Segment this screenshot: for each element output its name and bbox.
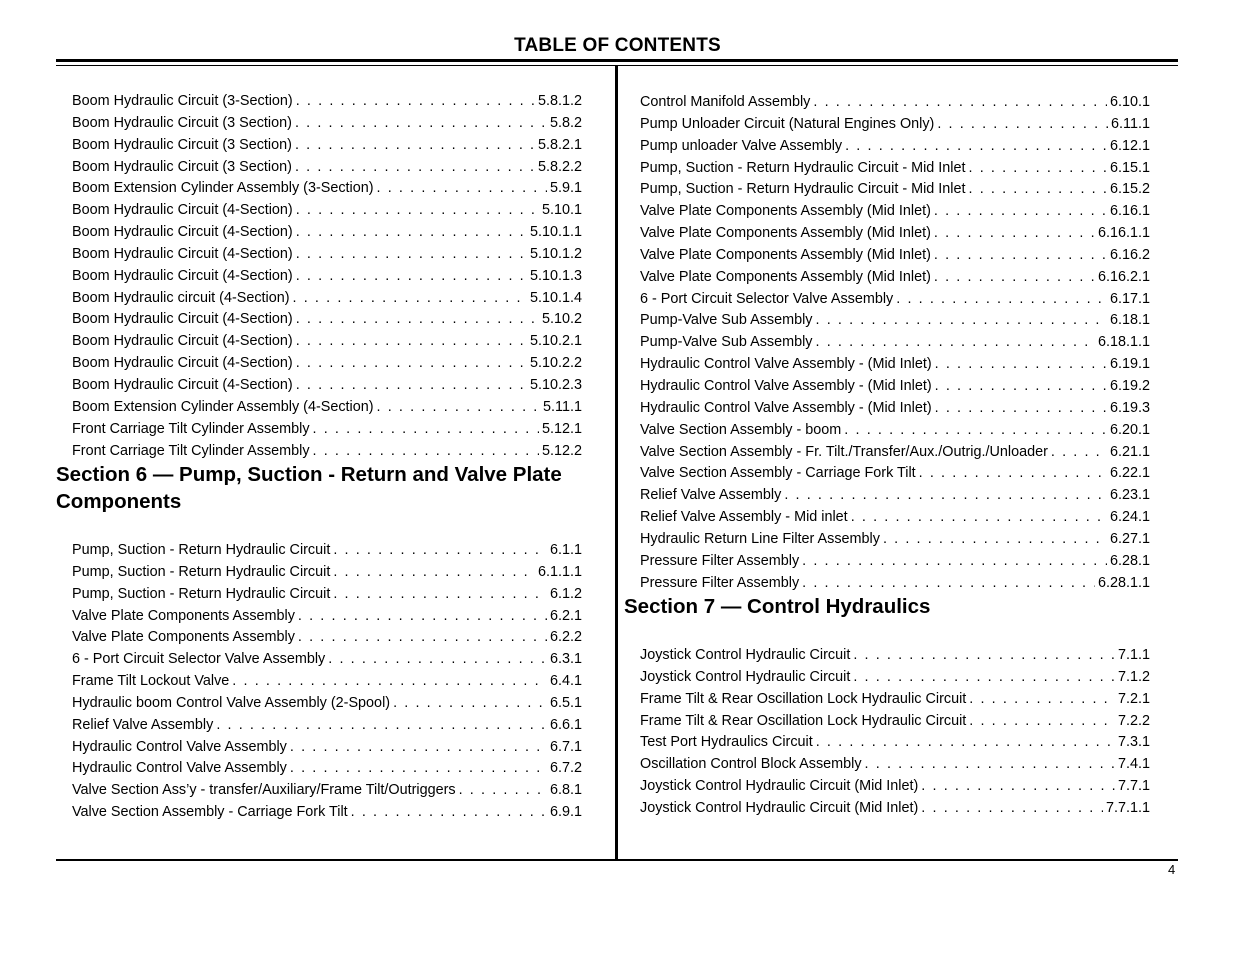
toc-leader-dots [351,802,547,824]
toc-entry[interactable] [72,540,582,562]
toc-leader-dots [845,136,1107,158]
toc-entry-page: 6.28.1.1 [1097,574,1150,591]
toc-entry-title: Frame Tilt & Rear Oscillation Lock Hydraulic Circuit [640,690,967,707]
toc-entry-title: Pump, Suction - Return Hydraulic Circuit [72,585,331,602]
toc-leader-dots [934,201,1107,223]
toc-entry-page: 6.9.1 [549,804,582,821]
toc-entry[interactable] [72,693,582,715]
toc-entry[interactable] [640,645,1150,667]
toc-entry-page: 6.1.1 [549,542,582,558]
toc-leader-dots [313,441,539,463]
toc-leader-dots [921,798,1103,820]
toc-entry[interactable] [72,266,582,288]
toc-entry[interactable] [640,667,1150,689]
toc-entry-title: Pump unloader Valve Assembly [640,137,843,154]
toc-entry[interactable] [640,551,1150,573]
toc-entry-page: 6.22.1 [1109,465,1150,482]
toc-entry[interactable] [72,780,582,802]
toc-entry-page: 5.10.1.2 [529,245,582,262]
toc-entry-title: Boom Hydraulic Circuit (4-Section) [72,224,293,241]
toc-entry-title: Valve Section Assembly - boom [640,421,842,438]
toc-entry[interactable] [72,562,582,584]
toc-entry-title: Joystick Control Hydraulic Circuit [640,647,851,663]
toc-entry[interactable] [72,671,582,693]
toc-entry-title: Hydraulic Return Line Filter Assembly [640,530,880,547]
toc-list-left-top [72,91,582,462]
toc-entry[interactable] [640,158,1150,180]
toc-leader-dots [295,157,535,179]
toc-leader-dots [295,135,535,157]
toc-entry-title: Hydraulic Control Valve Assembly - (Mid Inlet) [640,399,932,416]
toc-entry-title: Pump, Suction - Return Hydraulic Circuit - Mid Inlet [640,159,966,176]
toc-entry[interactable] [640,201,1150,223]
toc-leader-dots [883,529,1107,551]
toc-leader-dots [969,179,1107,201]
toc-list-section-7 [640,645,1150,820]
toc-entry-title: Valve Section Assembly - Fr. Tilt./Transfer/Aux./Outrig./Unloader [640,443,1048,460]
toc-leader-dots [816,332,1095,354]
toc-entry-title: Boom Hydraulic Circuit (3 Section) [72,136,292,153]
toc-leader-dots [333,540,547,562]
toc-leader-dots [296,266,527,288]
toc-entry-title: Valve Plate Components Assembly [72,607,295,624]
toc-entry[interactable] [640,711,1150,733]
toc-leader-dots [459,780,547,802]
toc-entry-page: 6.20.1 [1109,421,1150,438]
toc-leader-dots [296,244,527,266]
toc-entry-page: 5.10.1 [541,202,582,219]
toc-leader-dots [969,711,1115,733]
toc-leader-dots [295,113,547,135]
toc-leader-dots [296,309,539,331]
toc-leader-dots [969,158,1107,180]
toc-entry[interactable] [640,689,1150,711]
toc-entry-page: 6.6.1 [549,716,582,733]
toc-entry-page: 6.2.1 [549,607,582,624]
toc-entry[interactable] [640,289,1150,311]
toc-leader-dots [296,200,539,222]
toc-entry-page: 6.1.1.1 [537,563,582,580]
toc-entry-page: 6.17.1 [1109,290,1150,307]
toc-entry[interactable] [640,798,1150,820]
toc-entry[interactable] [72,606,582,628]
toc-entry[interactable] [72,288,582,310]
toc-list-section-6 [72,540,582,824]
toc-entry-page: 7.1.1 [1117,647,1150,663]
toc-entry[interactable] [72,584,582,606]
toc-leader-dots [298,627,547,649]
toc-entry[interactable] [640,310,1150,332]
toc-entry-page: 6.28.1 [1109,552,1150,569]
toc-entry-page: 7.1.2 [1117,668,1150,685]
toc-leader-dots [853,645,1115,667]
toc-entry-page: 6.4.1 [549,673,582,690]
toc-entry-title: Boom Hydraulic Circuit (4-Section) [72,245,293,262]
toc-entry[interactable] [640,114,1150,136]
toc-entry-page: 5.12.2 [541,442,582,459]
toc-entry[interactable] [72,419,582,441]
toc-entry-page: 6.11.1 [1111,115,1150,132]
toc-leader-dots [802,573,1095,595]
toc-entry[interactable] [72,200,582,222]
toc-entry[interactable] [72,178,582,200]
toc-entry-title: Hydraulic Control Valve Assembly [72,760,287,777]
toc-entry[interactable] [640,376,1150,398]
toc-entry-title: Relief Valve Assembly [640,487,782,504]
toc-entry-page: 6.15.1 [1109,159,1150,176]
toc-entry[interactable] [640,463,1150,485]
toc-entry-page: 6.2.2 [549,629,582,646]
toc-entry[interactable] [640,573,1150,595]
toc-entry-page: 5.8.2.2 [537,158,582,175]
toc-entry-page: 6.19.1 [1109,356,1150,373]
toc-entry-title: Valve Plate Components Assembly [72,629,295,646]
toc-entry[interactable] [72,222,582,244]
toc-entry-title: 6 - Port Circuit Selector Valve Assembly [72,651,326,668]
toc-leader-dots [313,419,539,441]
toc-entry[interactable] [640,354,1150,376]
toc-entry-page: 5.10.2.3 [529,376,582,393]
toc-leader-dots [816,732,1115,754]
page-number: 4 [1168,862,1176,877]
toc-leader-dots [232,671,547,693]
toc-entry[interactable] [72,737,582,759]
toc-leader-dots [377,397,541,419]
toc-list-right-top [640,92,1150,594]
toc-entry[interactable] [72,627,582,649]
toc-entry[interactable] [72,649,582,671]
toc-entry-page: 5.8.2 [549,114,582,131]
toc-entry-title: Front Carriage Tilt Cylinder Assembly [72,420,310,437]
toc-entry-title: Valve Plate Components Assembly (Mid Inlet) [640,246,931,263]
toc-entry[interactable] [640,420,1150,442]
toc-entry-title: 6 - Port Circuit Selector Valve Assembly [640,290,894,307]
toc-entry-title: Frame Tilt Lockout Valve [72,673,230,690]
toc-entry-title: Valve Section Ass’y - transfer/Auxiliary/Frame Tilt/Outriggers [72,782,456,799]
toc-entry-page: 6.16.1 [1109,203,1150,220]
toc-leader-dots [296,91,535,113]
toc-entry-page: 6.16.2.1 [1097,268,1150,285]
toc-entry-page: 6.18.1.1 [1097,334,1150,351]
toc-entry-page: 6.5.1 [549,694,582,711]
toc-leader-dots [377,178,547,200]
toc-leader-dots [935,376,1107,398]
toc-leader-dots [328,649,547,671]
toc-leader-dots [216,715,547,737]
toc-entry[interactable] [72,353,582,375]
toc-entry-page: 7.3.1 [1117,734,1150,751]
toc-leader-dots [969,689,1115,711]
toc-entry-title: Boom Hydraulic Circuit (3-Section) [72,93,293,109]
toc-entry[interactable] [72,91,582,113]
toc-entry-page: 6.3.1 [549,651,582,668]
section-7-heading: Section 7 — Control Hydraulics [624,595,931,618]
toc-entry-title: Joystick Control Hydraulic Circuit [640,668,851,685]
toc-leader-dots [896,289,1107,311]
toc-leader-dots [853,667,1115,689]
toc-leader-dots [934,245,1107,267]
toc-entry-page: 7.4.1 [1117,756,1150,773]
toc-entry[interactable] [640,442,1150,464]
toc-entry-page: 5.10.1.1 [529,224,582,241]
toc-entry-page: 6.16.1.1 [1097,225,1150,242]
toc-entry-page: 6.27.1 [1109,530,1150,547]
toc-leader-dots [935,398,1107,420]
toc-entry-page: 5.10.2.1 [529,333,582,350]
toc-leader-dots [290,737,547,759]
page-title: TABLE OF CONTENTS [514,35,721,56]
toc-entry-page: 6.10.1 [1109,94,1150,110]
toc-entry-title: Pump, Suction - Return Hydraulic Circuit [72,542,331,558]
toc-entry-page: 5.11.1 [543,398,582,415]
toc-entry-title: Valve Section Assembly - Carriage Fork Tilt [72,804,348,821]
toc-entry[interactable] [640,223,1150,245]
toc-leader-dots [844,420,1107,442]
toc-leader-dots [784,485,1107,507]
toc-entry-page: 6.18.1 [1109,312,1150,329]
toc-entry-title: Valve Plate Components Assembly (Mid Inlet) [640,225,931,242]
toc-entry[interactable] [640,92,1150,114]
toc-entry-title: Joystick Control Hydraulic Circuit (Mid Inlet) [640,799,919,816]
toc-entry-page: 5.12.1 [541,420,582,437]
toc-leader-dots [296,222,527,244]
toc-entry[interactable] [72,331,582,353]
toc-leader-dots [1051,442,1107,464]
header-rule [56,59,1178,62]
toc-entry-title: Oscillation Control Block Assembly [640,756,862,773]
toc-entry-page: 6.21.1 [1109,443,1150,460]
toc-entry[interactable] [72,113,582,135]
toc-entry-page: 7.2.1 [1117,690,1150,707]
toc-leader-dots [937,114,1108,136]
toc-entry-title: Pressure Filter Assembly [640,574,800,591]
toc-entry-title: Boom Hydraulic Circuit (3 Section) [72,158,292,175]
toc-entry[interactable] [72,375,582,397]
toc-entry-title: Control Manifold Assembly [640,94,811,110]
toc-entry[interactable] [640,485,1150,507]
toc-entry[interactable] [72,715,582,737]
toc-entry[interactable] [640,398,1150,420]
toc-entry-title: Pump, Suction - Return Hydraulic Circuit - Mid Inlet [640,181,966,198]
toc-entry-page: 7.2.2 [1117,712,1150,729]
toc-entry-title: Boom Hydraulic Circuit (3 Section) [72,114,292,131]
toc-entry[interactable] [640,507,1150,529]
toc-entry[interactable] [72,802,582,824]
toc-entry[interactable] [640,332,1150,354]
toc-entry[interactable] [640,529,1150,551]
toc-entry-title: Frame Tilt & Rear Oscillation Lock Hydraulic Circuit [640,712,967,729]
toc-entry-title: Pressure Filter Assembly [640,552,800,569]
toc-entry-page: 6.8.1 [549,782,582,799]
toc-entry[interactable] [72,758,582,780]
toc-entry-title: Pump, Suction - Return Hydraulic Circuit [72,563,331,580]
toc-entry-title: Boom Hydraulic Circuit (4-Section) [72,267,293,284]
toc-entry[interactable] [640,179,1150,201]
toc-entry-page: 6.19.2 [1109,377,1150,394]
toc-entry-title: Valve Plate Components Assembly (Mid Inlet) [640,203,931,220]
toc-entry-page: 6.24.1 [1109,509,1150,526]
toc-entry-page: 6.19.3 [1109,399,1150,416]
toc-entry-title: Test Port Hydraulics Circuit [640,734,813,751]
toc-entry-title: Hydraulic boom Control Valve Assembly (2-Spool) [72,694,391,711]
toc-leader-dots [296,353,527,375]
toc-entry[interactable] [640,776,1150,798]
toc-leader-dots [393,693,547,715]
toc-entry-title: Hydraulic Control Valve Assembly - (Mid Inlet) [640,356,932,373]
footer-rule [56,859,1178,861]
toc-entry[interactable] [72,244,582,266]
toc-leader-dots [293,288,527,310]
toc-entry-page: 7.7.1.1 [1105,799,1150,816]
toc-entry-title: Boom Hydraulic Circuit (4-Section) [72,202,293,219]
toc-entry-title: Front Carriage Tilt Cylinder Assembly [72,442,310,459]
toc-entry[interactable] [72,441,582,463]
toc-entry-title: Boom Hydraulic Circuit (4-Section) [72,311,293,328]
toc-leader-dots [919,463,1107,485]
toc-entry-page: 5.8.1.2 [537,93,582,109]
toc-entry-page: 5.10.2 [541,311,582,328]
toc-entry[interactable] [72,157,582,179]
toc-entry-title: Boom Hydraulic Circuit (4-Section) [72,376,293,393]
toc-entry-page: 6.16.2 [1109,246,1150,263]
toc-leader-dots [296,375,527,397]
toc-entry-page: 6.1.2 [549,585,582,602]
toc-entry-title: Relief Valve Assembly [72,716,214,733]
toc-entry-title: Boom Hydraulic Circuit (4-Section) [72,333,293,350]
toc-leader-dots [865,754,1115,776]
toc-leader-dots [934,267,1095,289]
toc-entry-title: Valve Plate Components Assembly (Mid Inlet) [640,268,931,285]
toc-entry-title: Boom Extension Cylinder Assembly (4-Section) [72,398,374,415]
toc-entry-title: Boom Extension Cylinder Assembly (3-Section) [72,180,374,197]
toc-entry-page: 6.7.2 [549,760,582,777]
toc-entry-page: 6.7.1 [549,738,582,755]
toc-leader-dots [298,606,547,628]
toc-entry-page: 6.23.1 [1109,487,1150,504]
toc-entry-title: Joystick Control Hydraulic Circuit (Mid Inlet) [640,778,919,795]
toc-entry-title: Pump-Valve Sub Assembly [640,334,813,351]
toc-leader-dots [851,507,1107,529]
section-6-heading: Section 6 — Pump, Suction - Return and Valve Plate Components [56,463,562,513]
toc-leader-dots [813,92,1107,114]
toc-entry-page: 7.7.1 [1117,778,1150,795]
toc-entry-page: 5.10.1.4 [529,289,582,306]
toc-leader-dots [290,758,547,780]
toc-entry[interactable] [640,267,1150,289]
toc-entry-title: Boom Hydraulic circuit (4-Section) [72,289,290,306]
toc-entry-page: 5.9.1 [549,180,582,197]
toc-entry-page: 5.10.2.2 [529,355,582,372]
toc-entry-title: Pump Unloader Circuit (Natural Engines Only) [640,115,935,132]
toc-entry[interactable] [640,136,1150,158]
toc-entry[interactable] [72,309,582,331]
toc-entry[interactable] [640,245,1150,267]
toc-entry[interactable] [640,754,1150,776]
toc-leader-dots [296,331,527,353]
toc-entry[interactable] [72,397,582,419]
toc-entry[interactable] [640,732,1150,754]
toc-leader-dots [921,776,1115,798]
toc-entry-title: Relief Valve Assembly - Mid inlet [640,509,848,526]
toc-entry[interactable] [72,135,582,157]
toc-entry-page: 5.8.2.1 [537,136,582,153]
toc-entry-title: Hydraulic Control Valve Assembly [72,738,287,755]
toc-entry-title: Pump-Valve Sub Assembly [640,312,813,329]
toc-leader-dots [934,223,1095,245]
toc-leader-dots [333,562,535,584]
toc-entry-page: 6.15.2 [1109,181,1150,198]
toc-entry-title: Valve Section Assembly - Carriage Fork Tilt [640,465,916,482]
column-divider [615,66,618,860]
toc-entry-title: Hydraulic Control Valve Assembly - (Mid Inlet) [640,377,932,394]
toc-entry-title: Boom Hydraulic Circuit (4-Section) [72,355,293,372]
toc-leader-dots [333,584,547,606]
toc-entry-page: 6.12.1 [1109,137,1150,154]
toc-leader-dots [816,310,1107,332]
toc-leader-dots [935,354,1107,376]
toc-entry-page: 5.10.1.3 [529,267,582,284]
toc-leader-dots [802,551,1107,573]
